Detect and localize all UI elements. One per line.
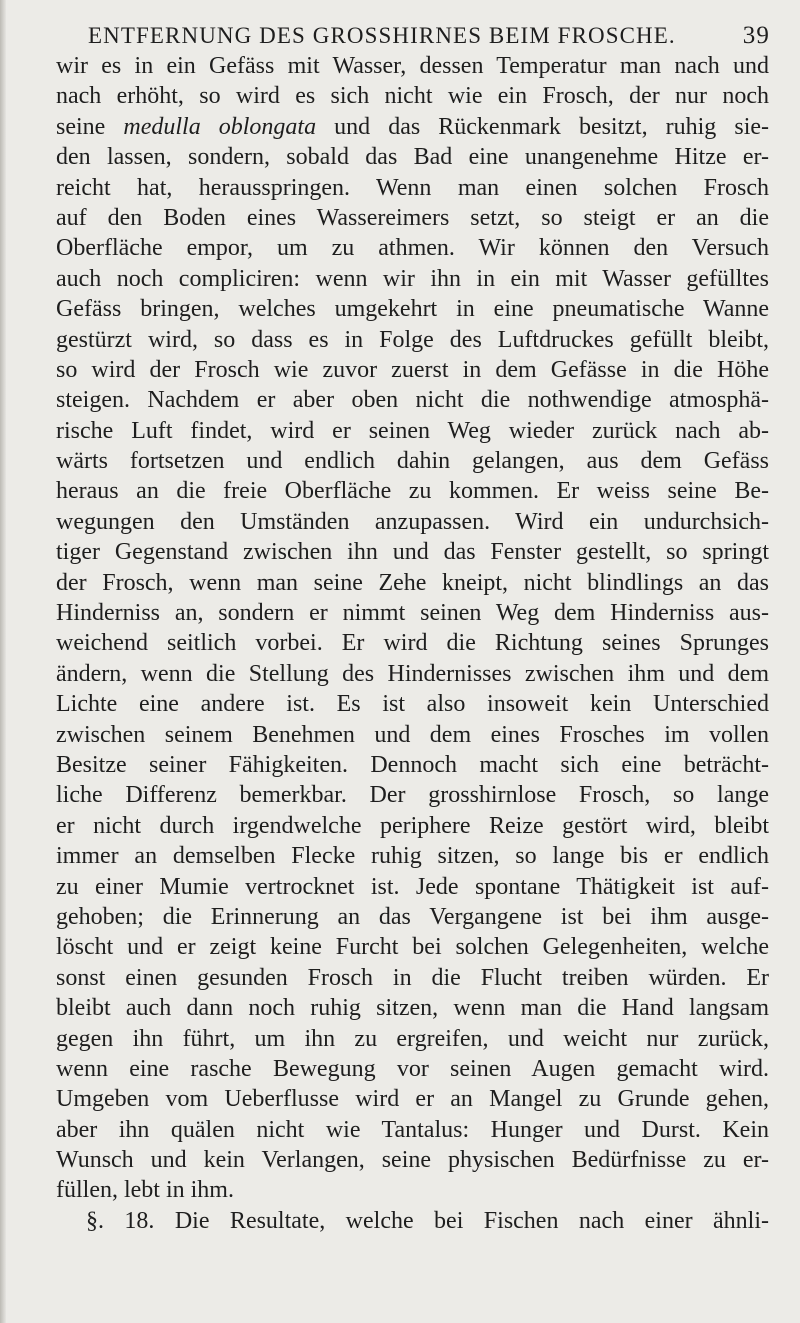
text-line: gegen ihn führt, um ihn zu ergreifen, und weicht nur zurück,: [56, 1025, 769, 1052]
section-heading-line: §. 18. Die Resultate, welche bei Fischen nach einer ähnli-: [86, 1207, 769, 1234]
text-line: wegungen den Umständen anzupassen. Wird ein undurchsich-: [56, 508, 769, 535]
text-run: seine: [56, 113, 124, 140]
text-line: heraus an die freie Oberfläche zu kommen. Er weiss seine Be-: [56, 478, 769, 505]
text-line: rische Luft findet, wird er seinen Weg wieder zurück nach ab-: [56, 417, 769, 444]
text-line: den lassen, sondern, sobald das Bad eine unangenehme Hitze er-: [56, 144, 769, 171]
text-line: Wunsch und kein Verlangen, seine physischen Bedürfnisse zu er-: [56, 1147, 769, 1174]
text-line: [56, 112, 769, 142]
text-line: wenn eine rasche Bewegung vor seinen Augen gemacht wird.: [56, 1055, 769, 1082]
text-line: gehoben; die Erinnerung an das Vergangene ist bei ihm ausge-: [56, 903, 769, 930]
text-line: Gefäss bringen, welches umgekehrt in eine pneumatische Wanne: [56, 296, 769, 323]
text-line: Umgeben vom Ueberflusse wird er an Mangel zu Grunde gehen,: [56, 1086, 769, 1113]
text-line: Lichte eine andere ist. Es ist also insoweit kein Unterschied: [56, 691, 769, 718]
text-line: der Frosch, wenn man seine Zehe kneipt, nicht blindlings an das: [56, 569, 769, 596]
paragraph-2: [56, 1206, 769, 1236]
text-line: sonst einen gesunden Frosch in die Flucht treiben würden. Er: [56, 964, 769, 991]
text-line: reicht hat, herausspringen. Wenn man einen solchen Frosch: [56, 174, 769, 201]
running-title: ENTFERNUNG DES GROSSHIRNES BEIM FROSCHE.: [88, 23, 676, 48]
text-line: nach erhöht, so wird es sich nicht wie ein Frosch, der nur noch: [56, 83, 769, 110]
text-line: auf den Boden eines Wassereimers setzt, so steigt er an die: [56, 204, 769, 231]
text-line: immer an demselben Flecke ruhig sitzen, so lange bis er endlich: [56, 843, 769, 870]
paragraph-1: [56, 51, 769, 1206]
text-line: Hinderniss an, sondern er nimmt seinen Weg dem Hinderniss aus-: [56, 600, 769, 627]
text-line: zwischen seinem Benehmen und dem eines Frosches im vollen: [56, 721, 769, 748]
text-line: auch noch compliciren: wenn wir ihn in ein mit Wasser gefülltes: [56, 265, 769, 292]
text-line: wärts fortsetzen und endlich dahin gelangen, aus dem Gefäss: [56, 448, 769, 475]
text-line: Besitze seiner Fähigkeiten. Dennoch macht sich eine beträcht-: [56, 751, 769, 778]
text-line: weichend seitlich vorbei. Er wird die Richtung seines Sprunges: [56, 630, 769, 657]
text-line: so wird der Frosch wie zuvor zuerst in dem Gefässe in die Höhe: [56, 356, 769, 383]
text-line: steigen. Nachdem er aber oben nicht die nothwendige atmosphä-: [56, 387, 769, 414]
text-line: er nicht durch irgendwelche periphere Reize gestört wird, bleibt: [56, 812, 769, 839]
running-header: [88, 16, 770, 56]
text-line: ändern, wenn die Stellung des Hindernisses zwischen ihm und dem: [56, 660, 769, 687]
text-run: und das Rückenmark besitzt, ruhig sie-: [316, 113, 769, 140]
italic-term: medulla oblongata: [123, 113, 317, 140]
text-line: liche Differenz bemerkbar. Der grosshirnlose Frosch, so lange: [56, 782, 769, 809]
text-line: bleibt auch dann noch ruhig sitzen, wenn man die Hand langsam: [56, 995, 769, 1022]
text-line: zu einer Mumie vertrocknet ist. Jede spontane Thätigkeit ist auf-: [56, 873, 769, 900]
page-left-edge: [0, 0, 6, 1323]
text-line: löscht und er zeigt keine Furcht bei solchen Gelegenheiten, welche: [56, 934, 769, 961]
text-line: aber ihn quälen nicht wie Tantalus: Hunger und Durst. Kein: [56, 1116, 769, 1143]
text-line: gestürzt wird, so dass es in Folge des Luftdruckes gefüllt bleibt,: [56, 326, 769, 353]
text-line: Oberfläche empor, um zu athmen. Wir können den Versuch: [56, 235, 769, 262]
page-number: 39: [742, 22, 770, 49]
body-text: [56, 51, 769, 1236]
text-line: füllen, lebt in ihm.: [56, 1177, 234, 1204]
text-line: tiger Gegenstand zwischen ihn und das Fenster gestellt, so springt: [56, 539, 769, 566]
text-line: wir es in ein Gefäss mit Wasser, dessen Temperatur man nach und: [56, 53, 769, 79]
